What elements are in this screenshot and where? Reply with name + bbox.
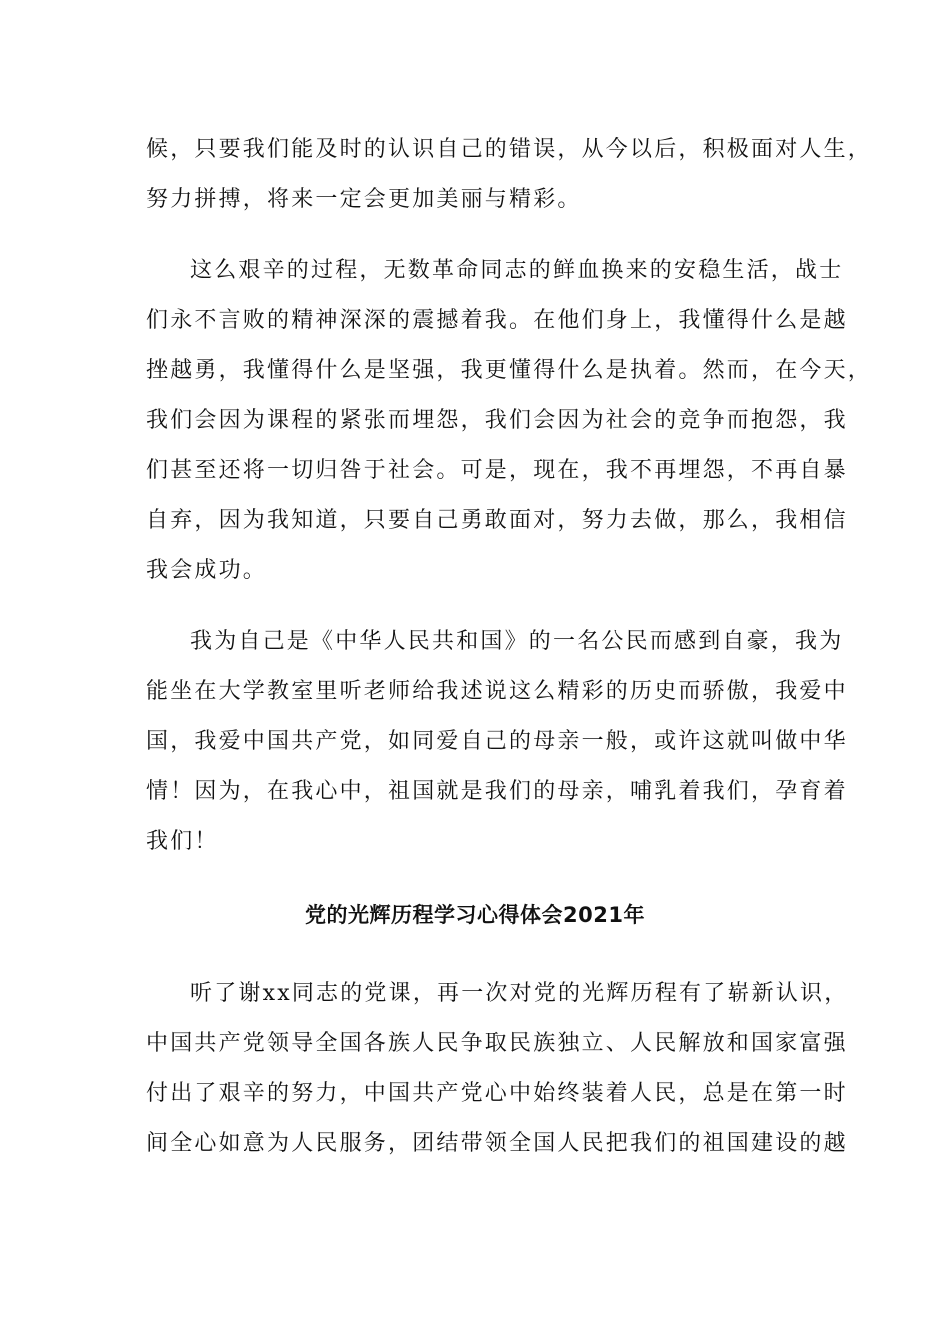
paragraph-3-line-4: 情！因为，在我心中，祖国就是我们的母亲，哺乳着我们，孕育着: [146, 779, 848, 804]
paragraph-2-line-6: 自弃，因为我知道，只要自己勇敢面对，努力去做，那么，我相信: [146, 508, 848, 533]
paragraph-2-line-1: 这么艰辛的过程，无数革命同志的鲜血换来的安稳生活，战士: [190, 258, 844, 283]
paragraph-3-line-1: 我为自己是《中华人民共和国》的一名公民而感到自豪，我为: [190, 629, 844, 654]
section-heading: 党的光辉历程学习心得体会2021年: [305, 903, 645, 927]
final-paragraph-line-1: 听了谢xx同志的党课，再一次对党的光辉历程有了崭新认识，: [190, 981, 849, 1006]
paragraph-3-line-5: 我们！: [146, 829, 219, 854]
final-paragraph-line-3: 付出了艰辛的努力，中国共产党心中始终装着人民，总是在第一时: [146, 1081, 848, 1106]
paragraph-3-line-2: 能坐在大学教室里听老师给我述说这么精彩的历史而骄傲，我爱中: [146, 679, 848, 704]
paragraph-1-line-1: 候，只要我们能及时的认识自己的错误，从今以后，积极面对人生，: [146, 137, 873, 162]
paragraph-3-line-3: 国，我爱中国共产党，如同爱自己的母亲一般，或许这就叫做中华: [146, 729, 848, 754]
paragraph-2-line-4: 我们会因为课程的紧张而埋怨，我们会因为社会的竞争而抱怨，我: [146, 408, 848, 433]
final-paragraph-line-4: 间全心如意为人民服务，团结带领全国人民把我们的祖国建设的越: [146, 1131, 848, 1156]
paragraph-2-line-3: 挫越勇，我懂得什么是坚强，我更懂得什么是执着。然而，在今天，: [146, 358, 873, 383]
paragraph-1-line-2: 努力拼搏，将来一定会更加美丽与精彩。: [146, 187, 582, 212]
final-paragraph-line-2: 中国共产党领导全国各族人民争取民族独立、人民解放和国家富强: [146, 1031, 848, 1056]
paragraph-2-line-5: 们甚至还将一切归咎于社会。可是，现在，我不再埋怨，不再自暴: [146, 458, 848, 483]
paragraph-2-line-7: 我会成功。: [146, 558, 268, 583]
paragraph-2-line-2: 们永不言败的精神深深的震撼着我。在他们身上，我懂得什么是越: [146, 308, 848, 333]
